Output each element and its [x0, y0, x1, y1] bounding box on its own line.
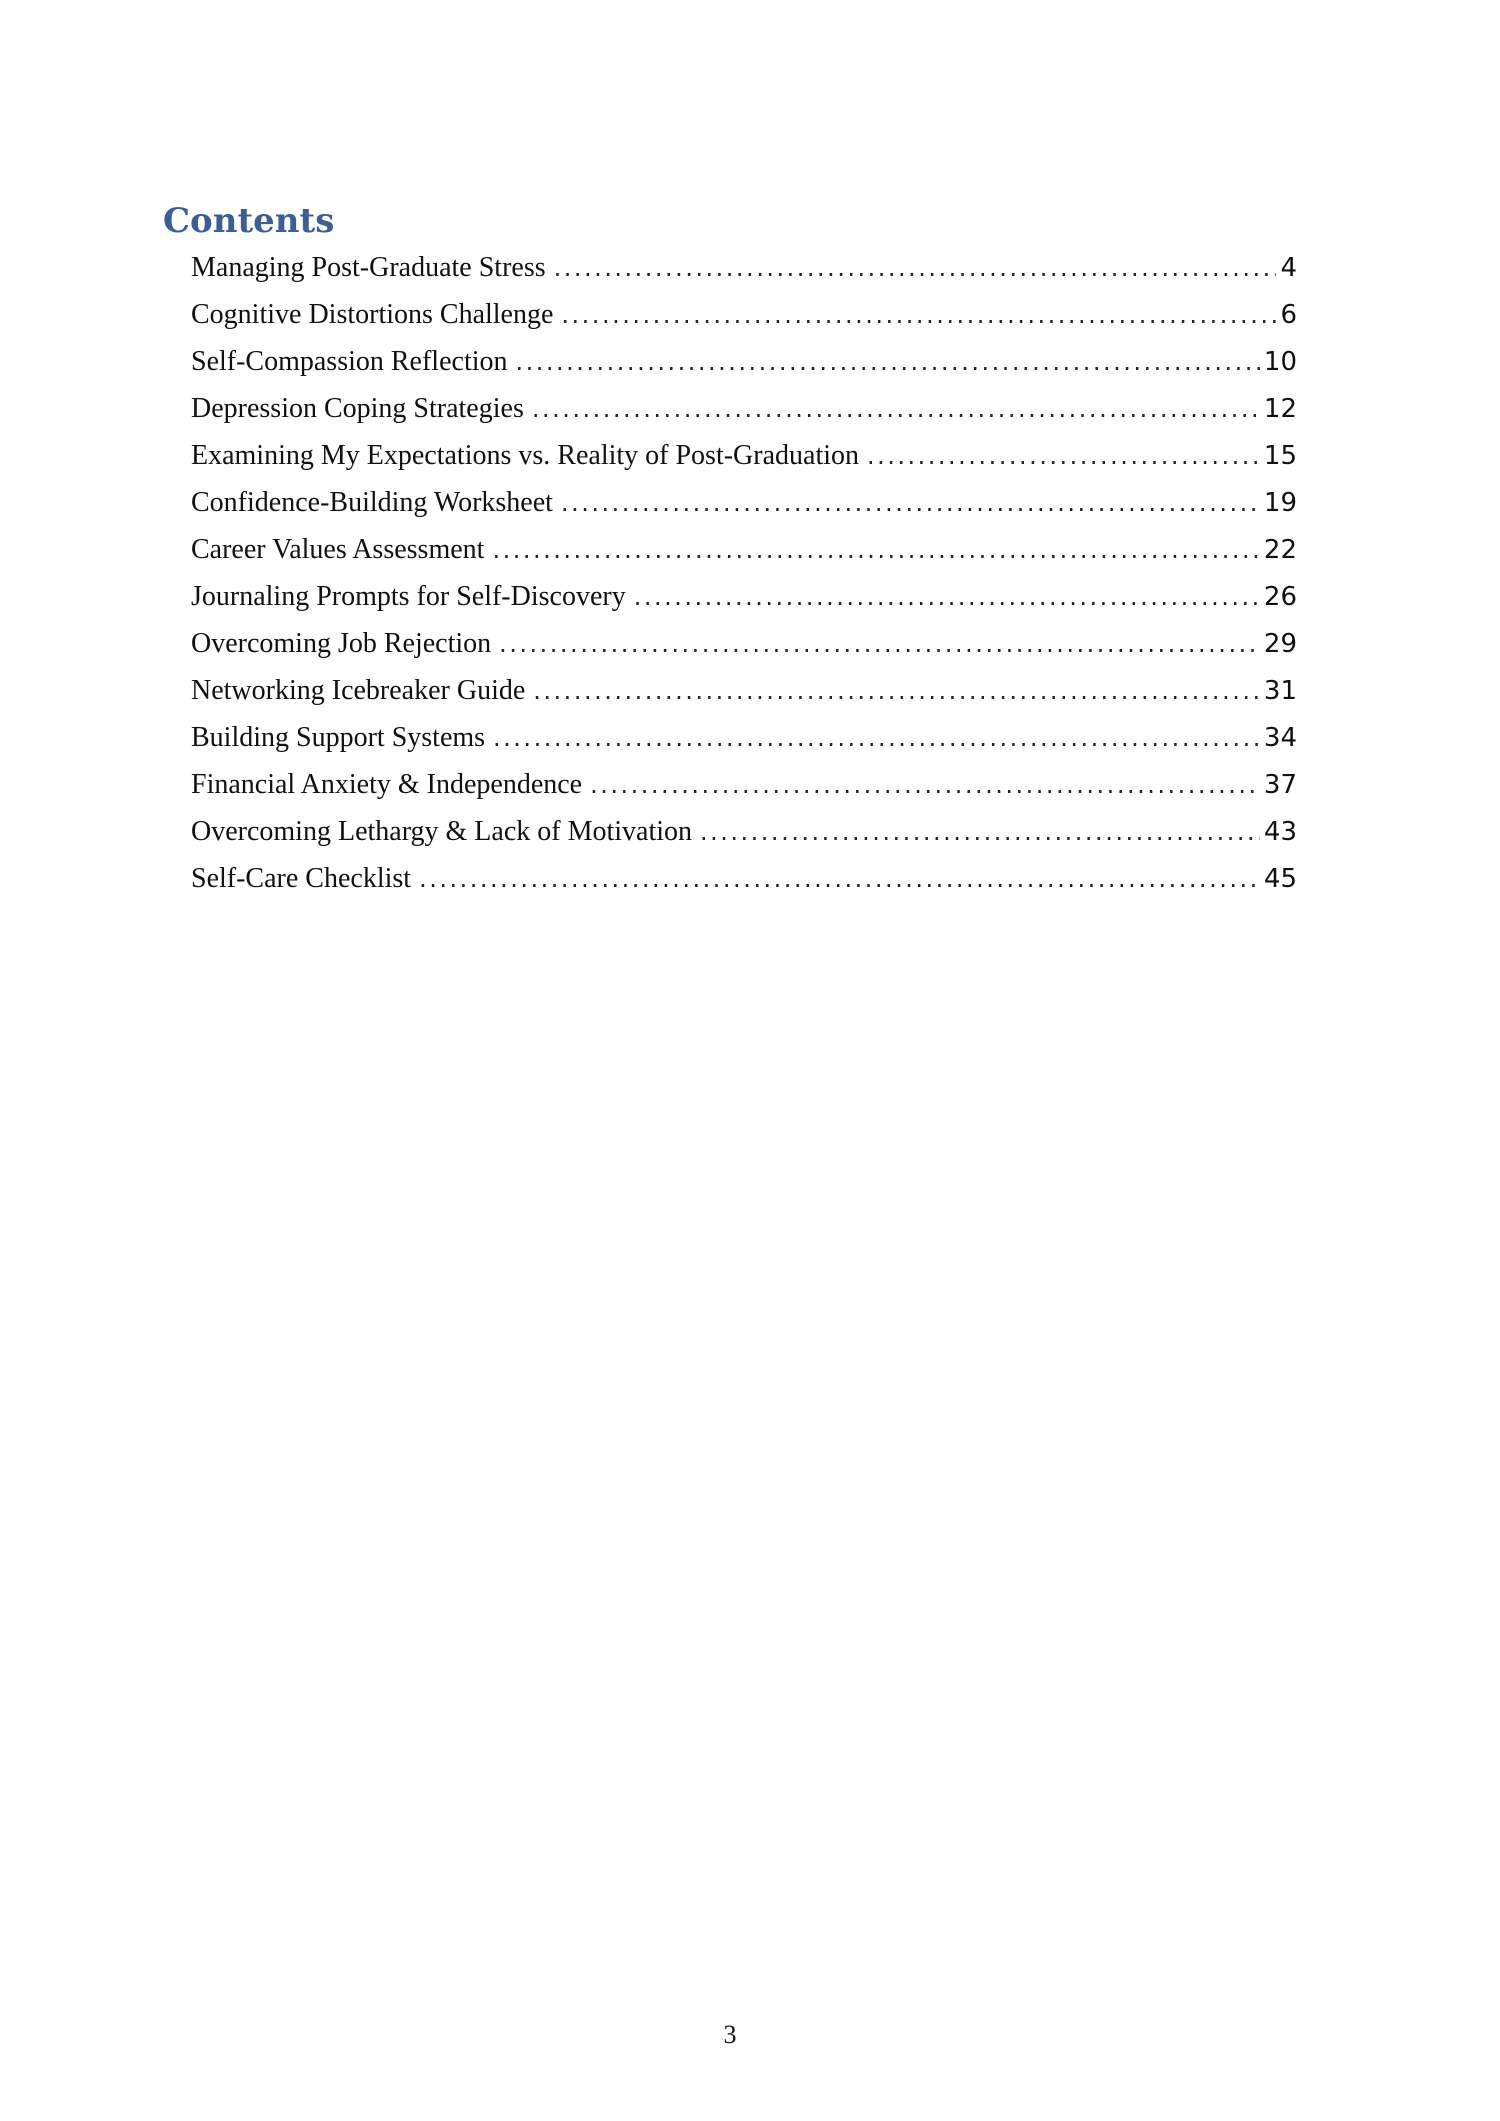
- toc-list: [191, 244, 1297, 902]
- toc-entry[interactable]: [191, 761, 1297, 808]
- toc-entry[interactable]: [191, 479, 1297, 526]
- toc-entry-page: 29: [1263, 629, 1297, 659]
- toc-entry-label: Confidence-Building Worksheet: [191, 487, 553, 518]
- toc-dot-leader: [634, 574, 1260, 621]
- toc-entry[interactable]: [191, 432, 1297, 479]
- toc-entry[interactable]: [191, 620, 1297, 667]
- toc-entry[interactable]: [191, 244, 1297, 291]
- toc-entry-label: Journaling Prompts for Self-Discovery: [191, 581, 626, 612]
- toc-entry-page: 31: [1263, 676, 1297, 706]
- toc-dot-leader: [561, 480, 1260, 527]
- toc-entry-page: 43: [1263, 817, 1297, 847]
- toc-dot-leader: [590, 762, 1260, 809]
- toc-entry[interactable]: [191, 291, 1297, 338]
- toc-entry-page: 12: [1263, 394, 1297, 424]
- toc-dot-leader: [493, 715, 1260, 762]
- toc-entry-label: Career Values Assessment: [191, 534, 485, 565]
- toc-entry-label: Depression Coping Strategies: [191, 393, 524, 424]
- toc-entry[interactable]: [191, 808, 1297, 855]
- toc-entry[interactable]: [191, 338, 1297, 385]
- toc-entry[interactable]: [191, 526, 1297, 573]
- toc-entry-label: Networking Icebreaker Guide: [191, 675, 526, 706]
- toc-entry-page: 19: [1263, 488, 1297, 518]
- page-number: 3: [723, 2020, 737, 2049]
- toc-entry[interactable]: [191, 667, 1297, 714]
- toc-entry-label: Financial Anxiety & Independence: [191, 769, 583, 800]
- toc-entry-label: Building Support Systems: [191, 722, 486, 753]
- toc-entry-label: Cognitive Distortions Challenge: [191, 299, 554, 330]
- toc-entry-page: 22: [1263, 535, 1297, 565]
- toc-entry-page: 10: [1263, 347, 1297, 377]
- toc-entry-page: 26: [1263, 582, 1297, 612]
- toc-entry-label: Examining My Expectations vs. Reality of Post-Graduation: [191, 440, 860, 471]
- toc-entry-page: 6: [1280, 300, 1297, 330]
- toc-entry-label: Overcoming Job Rejection: [191, 628, 492, 659]
- toc-dot-leader: [561, 292, 1276, 339]
- toc-entry-page: 34: [1263, 723, 1297, 753]
- toc-entry-page: 4: [1280, 253, 1297, 283]
- toc-entry[interactable]: [191, 385, 1297, 432]
- toc-entry-page: 37: [1263, 770, 1297, 800]
- toc-title: Contents: [163, 201, 335, 241]
- toc-entry-label: Self-Compassion Reflection: [191, 346, 508, 377]
- toc-dot-leader: [499, 621, 1260, 668]
- toc-entry-label: Self-Care Checklist: [191, 863, 412, 894]
- toc-dot-leader: [533, 668, 1260, 715]
- toc-dot-leader: [532, 386, 1260, 433]
- toc-entry-label: Overcoming Lethargy & Lack of Motivation: [191, 816, 693, 847]
- toc-entry-page: 45: [1263, 864, 1297, 894]
- toc-entry[interactable]: [191, 573, 1297, 620]
- toc-entry[interactable]: [191, 714, 1297, 761]
- toc-entry-label: Managing Post-Graduate Stress: [191, 252, 546, 283]
- toc-dot-leader: [867, 433, 1260, 480]
- toc-dot-leader: [700, 809, 1260, 856]
- toc-entry[interactable]: [191, 855, 1297, 902]
- toc-dot-leader: [516, 339, 1260, 386]
- toc-entry-page: 15: [1263, 441, 1297, 471]
- toc-dot-leader: [554, 245, 1277, 292]
- toc-dot-leader: [419, 856, 1260, 903]
- toc-dot-leader: [492, 527, 1259, 574]
